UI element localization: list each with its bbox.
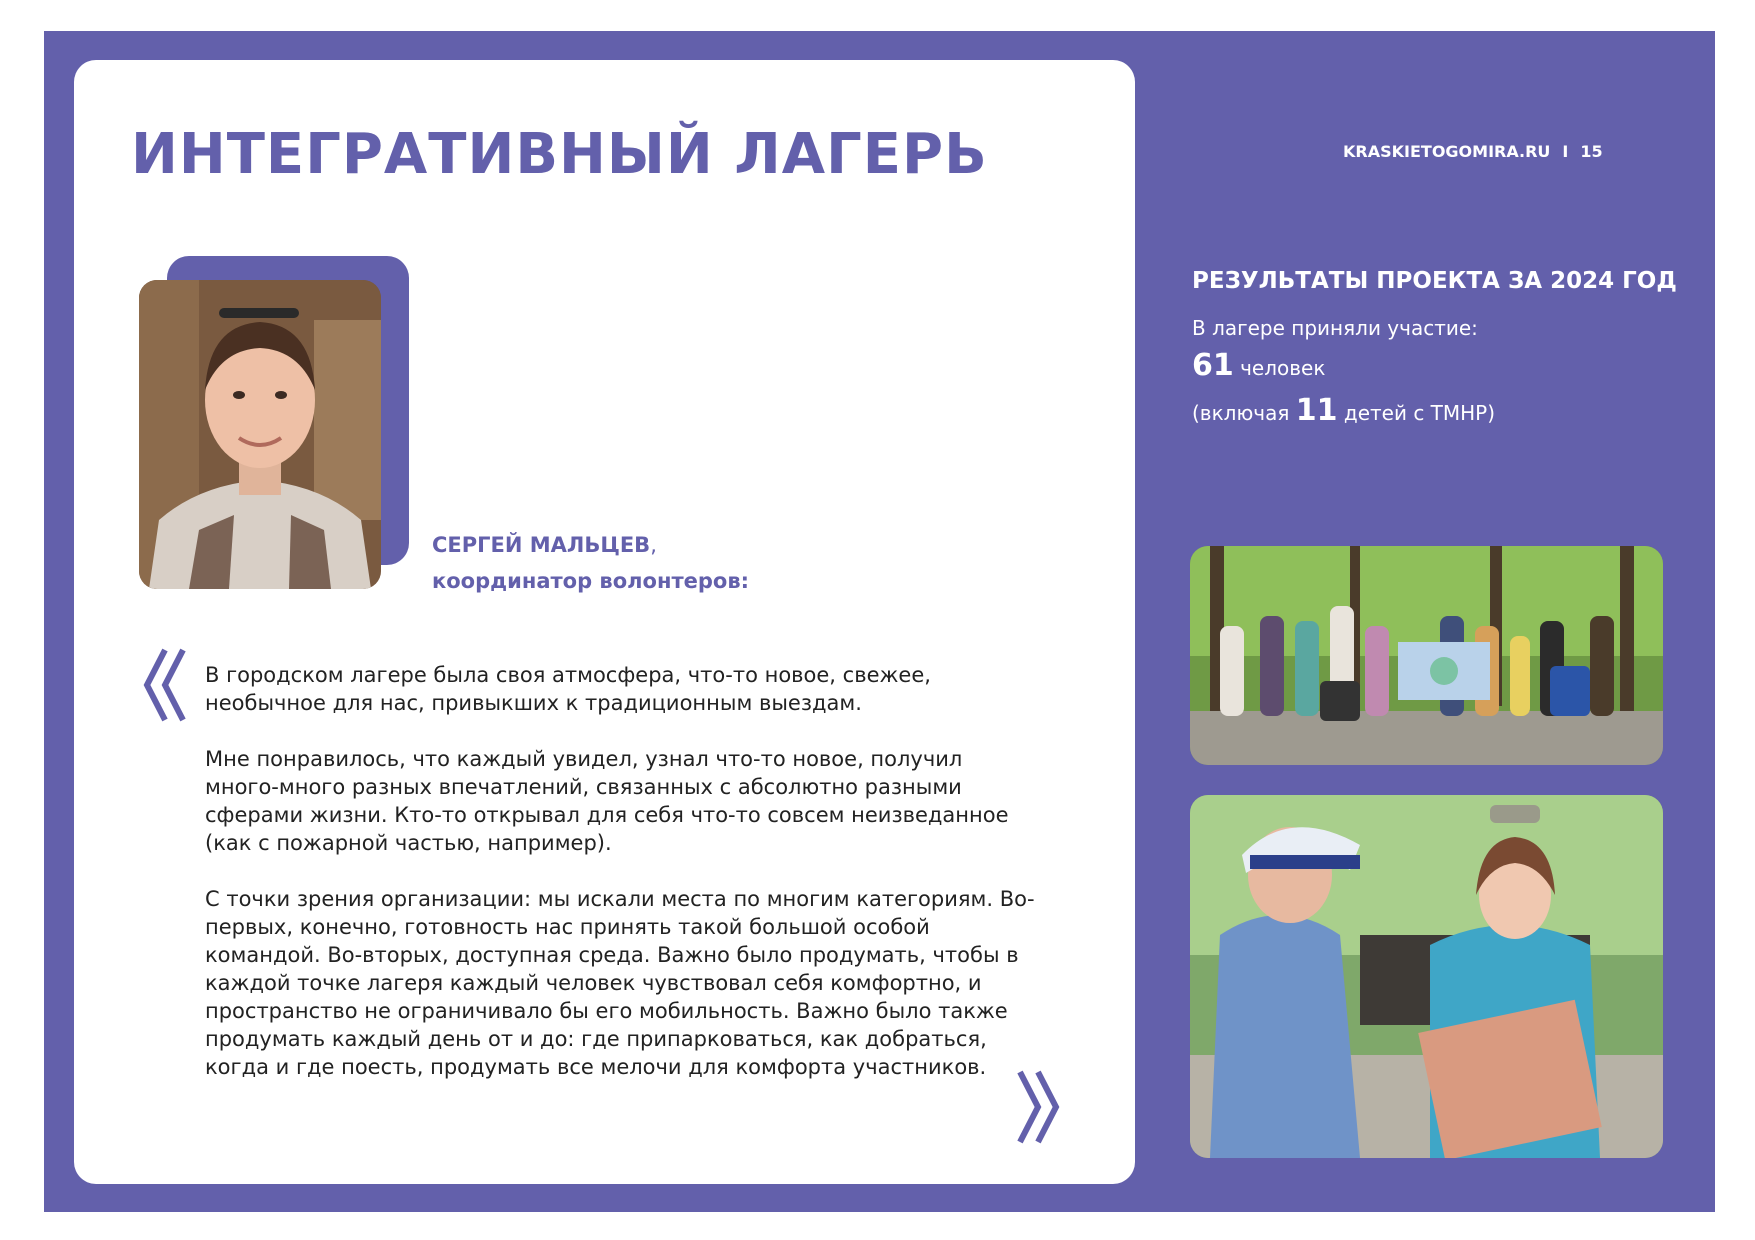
children-count: 11 <box>1295 393 1338 428</box>
results-participants <box>1192 348 1325 383</box>
quote-paragraph-2: Мне понравилось, что каждый увидел, узнал что-то новое, получил много-много разных впечатлений, связанных с абсолютно разными сферами жизни. Кто-то открывал для себя что-то совсем неизведанное (как с пожарной частью, например). <box>205 747 1009 855</box>
group-photo <box>1190 546 1663 765</box>
quote-paragraph-3: С точки зрения организации: мы искали места по многим категориям. Во-первых, конечно, готовность нас принять такой большой особой командой. Во-вторых, доступная среда. Важно было продумать, чтобы в каждой точке лагеря каждый человек чувствовал себя комфортно, и пространство не ограничивало бы его мобильность. Важно было также продумать каждый день от и до: где припарковаться, как добраться, когда и где поесть, продумать все мелочи для комфорта участников. <box>205 887 1035 1079</box>
author-name-comma: , <box>650 533 657 557</box>
activity-photo <box>1190 795 1663 1158</box>
participants-unit: человек <box>1240 356 1326 380</box>
participants-count: 61 <box>1192 348 1234 383</box>
quote-open-icon <box>143 648 187 722</box>
page-title: ИНТЕГРАТИВНЫЙ ЛАГЕРЬ <box>131 122 988 187</box>
author-name-text: СЕРГЕЙ МАЛЬЦЕВ <box>432 533 651 557</box>
site-header <box>1343 142 1603 161</box>
results-intro: В лагере приняли участие: <box>1192 316 1478 340</box>
results-children <box>1192 393 1495 428</box>
header-separator: I <box>1562 142 1569 161</box>
quote-close-icon <box>1016 1070 1060 1144</box>
results-title: РЕЗУЛЬТАТЫ ПРОЕКТА ЗА 2024 ГОД <box>1192 268 1677 294</box>
author-photo <box>139 280 381 589</box>
children-prefix: (включая <box>1192 401 1290 425</box>
children-suffix: детей с ТМНР) <box>1343 401 1496 425</box>
quote-text <box>205 661 1035 1109</box>
author-role: координатор волонтеров: <box>432 569 750 593</box>
page-number: 15 <box>1580 142 1603 161</box>
quote-paragraph-1: В городском лагере была своя атмосфера, что-то новое, свежее, необычное для нас, привыкших к традиционным выездам. <box>205 663 931 715</box>
site-url[interactable]: KRASKIETOGOMIRA.RU <box>1343 142 1551 161</box>
author-name <box>432 533 657 557</box>
